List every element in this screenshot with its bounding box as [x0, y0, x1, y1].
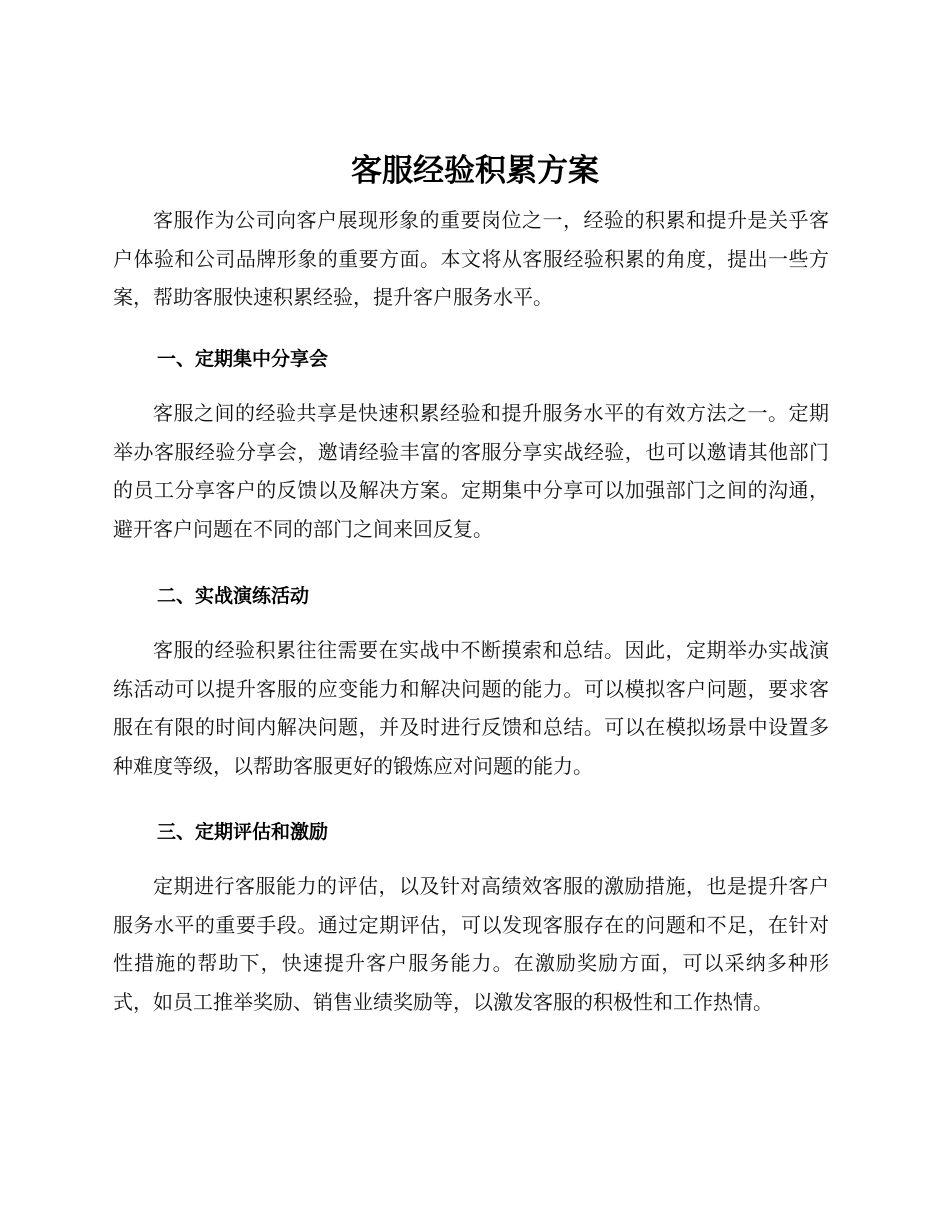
section-body-2: 客服的经验积累往往需要在实战中不断摸索和总结。因此，定期举办实战演练活动可以提升客服的应变能力和解决问题的能力。可以模拟客户问题，要求客服在有限的时间内解决问题，并及时进行反馈和总结。可以在模拟场景中设置多种难度等级，以帮助客服更好的锻炼应对问题的能力。	[113, 638, 829, 778]
section-heading-1: 一、定期集中分享会	[157, 348, 329, 370]
section-body-1: 客服之间的经验共享是快速积累经验和提升服务水平的有效方法之一。定期举办客服经验分享会，邀请经验丰富的客服分享实战经验，也可以邀请其他部门的员工分享客户的反馈以及解决方案。定期集中分享可以加强部门之间的沟通，避开客户问题在不同的部门之间来回反复。	[113, 401, 829, 541]
section-heading-2: 二、实战演练活动	[157, 585, 310, 607]
intro-paragraph: 客服作为公司向客户展现形象的重要岗位之一，经验的积累和提升是关乎客户体验和公司品牌形象的重要方面。本文将从客服经验积累的角度，提出一些方案，帮助客服快速积累经验，提升客户服务水平。	[113, 208, 829, 309]
document-title: 客服经验积累方案	[351, 153, 599, 189]
section-body-3: 定期进行客服能力的评估，以及针对高绩效客服的激励措施，也是提升客户服务水平的重要手段。通过定期评估，可以发现客服存在的问题和不足，在针对性措施的帮助下，快速提升客户服务能力。在激励奖励方面，可以采纳多种形式，如员工推举奖励、销售业绩奖励等，以激发客服的积极性和工作热情。	[113, 874, 829, 1014]
section-heading-3: 三、定期评估和激励	[157, 821, 329, 843]
